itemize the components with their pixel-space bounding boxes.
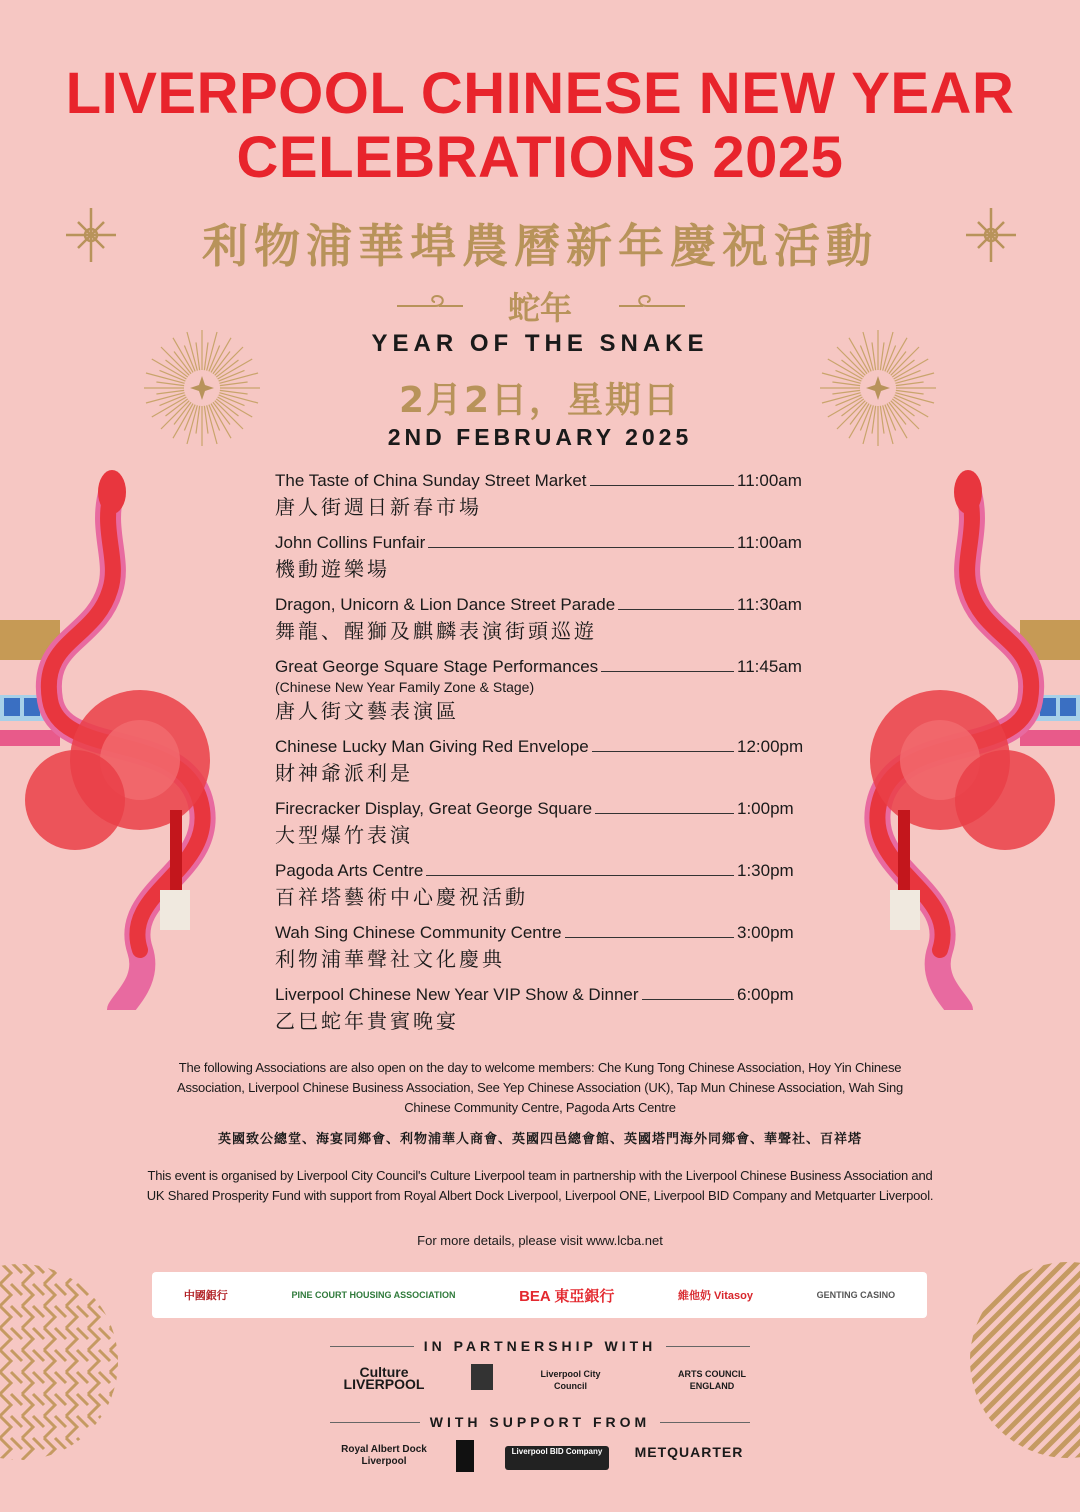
event-subtitle: (Chinese New Year Family Zone & Stage) <box>275 679 535 695</box>
event-row <box>275 858 815 882</box>
event-name-chinese: 大型爆竹表演 <box>275 823 413 847</box>
event-leader-line <box>428 547 734 548</box>
event-name-chinese: 財神爺派利是 <box>275 761 413 785</box>
event-item <box>275 530 815 584</box>
event-row <box>275 592 815 616</box>
event-name: John Collins Funfair <box>275 533 426 552</box>
event-time: 11:00am <box>737 533 802 552</box>
snake-year-chinese: 蛇年 <box>507 289 572 327</box>
event-time: 11:45am <box>737 657 802 676</box>
event-row <box>275 530 815 554</box>
event-time: 11:30am <box>737 595 802 614</box>
event-name-chinese: 百祥塔藝術中心慶祝活動 <box>275 885 528 909</box>
event-name: Chinese Lucky Man Giving Red Envelope <box>275 737 589 756</box>
event-name: Dragon, Unicorn & Lion Dance Street Parade <box>275 595 616 614</box>
stripe-pattern-right <box>968 1260 1080 1460</box>
lattice-pattern-left <box>0 1262 118 1462</box>
event-leader-line <box>426 875 734 876</box>
event-row <box>275 920 815 944</box>
event-item <box>275 734 815 788</box>
event-name-chinese: 利物浦華聲社文化慶典 <box>275 947 505 971</box>
partnership-heading: IN PARTNERSHIP WITH <box>330 1338 750 1354</box>
event-name-chinese: 乙巳蛇年貴賓晚宴 <box>275 1009 459 1033</box>
event-leader-line <box>601 671 734 672</box>
associations-chinese: 英國致公總堂、海宴同鄉會、利物浦華人商會、英國四邑總會館、英國塔門海外同鄉會、華聲社、百祥塔 <box>217 1132 862 1147</box>
sponsor-bank-of-china-logo: 中國銀行 <box>183 1290 228 1302</box>
title-line-2: CELEBRATIONS 2025 <box>236 125 844 190</box>
event-leader-line <box>595 813 734 814</box>
supporter-liverpool-one-icon <box>456 1440 474 1472</box>
event-name-chinese: 唐人街週日新春市場 <box>275 495 482 519</box>
snake-right-illustration <box>835 470 1080 1010</box>
event-name: Wah Sing Chinese Community Centre <box>275 923 562 942</box>
partner-city-council-logo: Liverpool City Council <box>540 1369 601 1391</box>
event-time: 1:00pm <box>737 799 794 818</box>
event-name: Liverpool Chinese New Year VIP Show & Dinner <box>275 985 639 1004</box>
event-time: 11:00am <box>737 471 802 490</box>
partner-arts-council-logo: ARTS COUNCIL ENGLAND <box>678 1369 746 1391</box>
event-item <box>275 468 815 522</box>
supporter-metquarter-logo: METQUARTER <box>634 1444 744 1460</box>
more-details-text: For more details, please visit www.lcba.net <box>417 1233 663 1248</box>
event-row <box>275 734 815 758</box>
poster-title <box>0 62 1080 190</box>
event-leader-line <box>565 937 734 938</box>
event-row <box>275 654 815 678</box>
title-chinese: 利物浦華埠農曆新年慶祝活動 <box>202 219 878 273</box>
event-name-chinese: 機動遊樂場 <box>275 557 390 581</box>
event-item <box>275 858 815 912</box>
event-name-chinese: 舞龍、醒獅及麒麟表演街頭巡遊 <box>275 619 597 643</box>
event-name: Firecracker Display, Great George Square <box>275 799 593 818</box>
sponsor-vitasoy-logo: 維他奶 Vitasoy <box>677 1290 753 1302</box>
date-chinese: 2月2日，星期日 <box>398 380 682 421</box>
sponsor-logos-strip <box>152 1272 927 1318</box>
event-time: 12:00pm <box>737 737 804 756</box>
sponsor-pine-court-logo: PINE COURT HOUSING ASSOCIATION <box>291 1290 456 1300</box>
partner-council-crest-icon <box>471 1364 493 1390</box>
sponsor-genting-logo: GENTING CASINO <box>816 1290 896 1300</box>
event-item <box>275 592 815 646</box>
partner-culture-liverpool-logo: Culture LIVERPOOL <box>343 1364 425 1392</box>
event-item <box>275 796 815 850</box>
sponsor-bea-logo: BEA 東亞銀行 <box>519 1287 615 1305</box>
event-leader-line <box>592 751 734 752</box>
event-row <box>275 982 815 1006</box>
support-heading: WITH SUPPORT FROM <box>330 1414 750 1430</box>
event-name-chinese: 唐人街文藝表演區 <box>275 699 459 723</box>
supporter-royal-albert-dock-logo: Royal Albert Dock Liverpool <box>341 1444 427 1467</box>
date-english: 2ND FEBRUARY 2025 <box>387 424 693 450</box>
title-line-1: LIVERPOOL CHINESE NEW YEAR <box>65 61 1015 126</box>
organiser-text: This event is organised by Liverpool City Council's Culture Liverpool team in partnership with the Liverpool Chinese Business Association and UK Shared Prosperity Fund with support from Royal Albert Dock Liverpool, Liverpool ONE, Liverpool BID Company and Metquarter Liverpool. <box>146 1168 934 1203</box>
year-of-snake: YEAR OF THE SNAKE <box>371 330 709 357</box>
event-item <box>275 654 815 726</box>
event-time: 3:00pm <box>737 923 794 942</box>
event-leader-line <box>590 485 734 486</box>
event-leader-line <box>618 609 734 610</box>
event-row <box>275 796 815 820</box>
event-schedule <box>275 468 815 1044</box>
event-name: The Taste of China Sunday Street Market <box>275 471 587 490</box>
associations-text: The following Associations are also open on the day to welcome members: Che Kung Tong Chinese Association, Hoy Yin Chinese Association, Liverpool Chinese Business Association, See Yep Chinese Association (UK), Tap Mun Chinese Association, Wah Sing Chinese Community Centre, Pagoda Arts Centre <box>176 1060 903 1115</box>
event-leader-line <box>642 999 734 1000</box>
event-item <box>275 982 815 1036</box>
event-row <box>275 468 815 492</box>
supporter-bid-company-logo: Liverpool BID Company <box>505 1446 609 1470</box>
event-time: 6:00pm <box>737 985 794 1004</box>
event-time: 1:30pm <box>737 861 794 880</box>
event-name: Great George Square Stage Performances <box>275 657 599 676</box>
snake-left-illustration <box>0 470 245 1010</box>
event-item <box>275 920 815 974</box>
event-name: Pagoda Arts Centre <box>275 861 424 880</box>
